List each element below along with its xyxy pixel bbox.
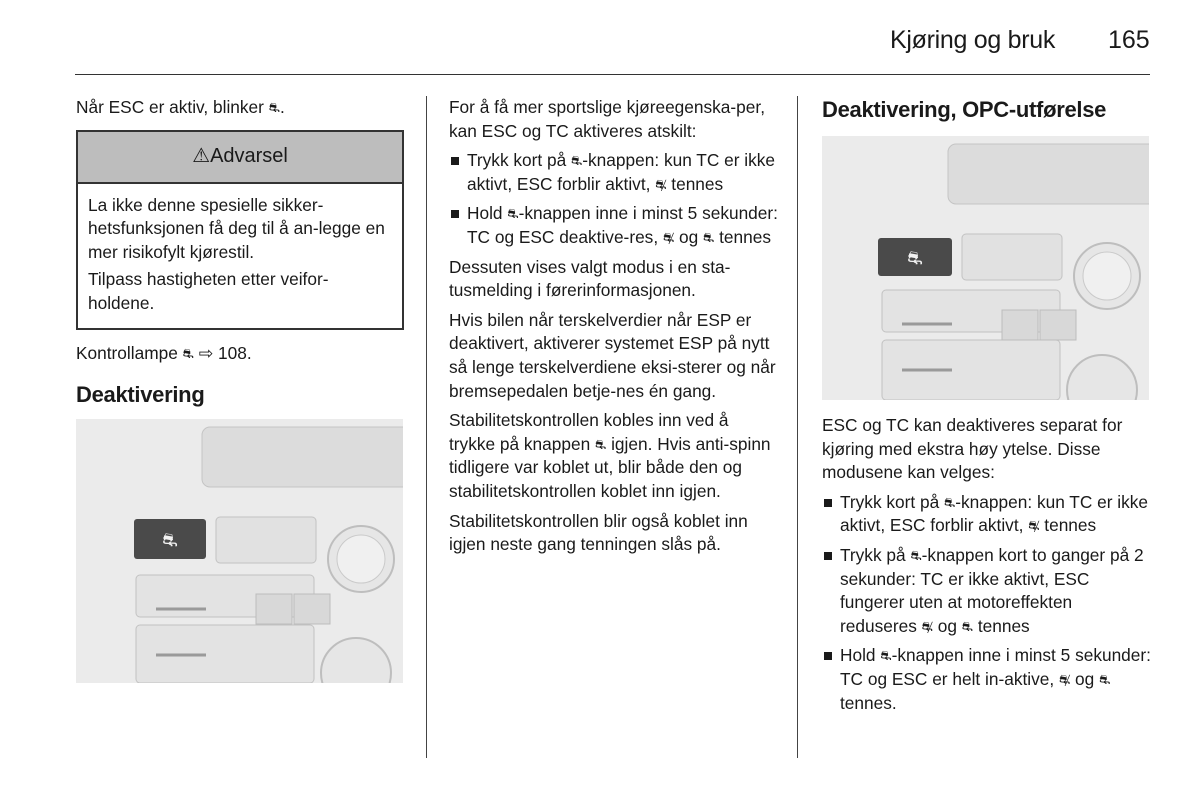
esc-car-skid-icon: ⛐ xyxy=(182,345,194,361)
esc-car-skid-icon: ⛐ xyxy=(880,648,892,664)
running-header-title: Kjøring og bruk xyxy=(890,26,1056,54)
page-number: 165 xyxy=(1108,26,1150,54)
page-reference-arrow-icon: ⇨ xyxy=(198,342,214,363)
tc-off-icon: ⛐̸ xyxy=(1059,671,1071,687)
middle-column xyxy=(449,96,779,563)
warning-text: Tilpass hastigheten etter veifor-holdene. xyxy=(88,269,329,313)
paragraph: For å få mer sportslige kjøreegenska-per, kan ESC og TC aktiveres atskilt: xyxy=(449,97,765,141)
tc-off-icon: ⛐̸ xyxy=(921,618,933,634)
column-divider xyxy=(797,96,798,758)
list-item: Trykk kort på ⛐-knappen: kun TC er ikke aktivt, ESC forblir aktivt, ⛐̸ tennes xyxy=(449,149,779,196)
esc-car-skid-icon: ⛐ xyxy=(507,206,519,222)
list-item: Hold ⛐-knappen inne i minst 5 sekunder: TC og ESC er helt in-aktive, ⛐̸ og ⛐ tennes. xyxy=(822,644,1152,715)
section-heading: Deaktivering xyxy=(76,382,205,408)
warning-triangle-icon: ⚠ xyxy=(192,144,211,167)
warning-header: ⚠ Advarsel xyxy=(78,132,402,184)
paragraph: ESC og TC kan deaktiveres separat for kjøring med ekstra høy ytelse. Disse modusene kan velges: xyxy=(822,415,1123,483)
svg-text:⛐: ⛐ xyxy=(162,530,178,552)
paragraph: Hvis bilen når terskelverdier når ESP er deaktivert, aktiverer systemet ESP på nytt så lenge terskelverdiene eksi-sterer og når bremsepedalen betje-nes én gang. xyxy=(449,309,776,401)
list-item: Hold ⛐-knappen inne i minst 5 sekunder: TC og ESC deaktive-res, ⛐̸ og ⛐ tennes xyxy=(449,202,779,249)
tc-off-icon: ⛐̸ xyxy=(662,229,675,245)
left-column xyxy=(76,96,404,683)
esc-car-skid-icon: ⛐ xyxy=(910,547,922,563)
header-divider xyxy=(75,74,1150,75)
esc-car-skid-icon: ⛐ xyxy=(571,153,583,169)
tc-off-icon: ⛐̸ xyxy=(1028,518,1040,534)
column-divider xyxy=(426,96,427,758)
dashboard-illustration xyxy=(76,419,403,683)
esc-car-skid-icon: ⛐ xyxy=(595,436,607,452)
paragraph: Stabilitetskontrollen kobles inn ved å trykke på knappen ⛐ igjen. Hvis anti-spinn tidligere var koblet ut, blir både den og stabilitetskontrollen koblet inn igjen. xyxy=(449,410,771,501)
esc-off-icon: ⛐ xyxy=(1099,671,1111,687)
control-lamp-reference: Kontrollampe ⛐ ⇨ 108. xyxy=(76,342,404,366)
esc-off-icon: ⛐ xyxy=(961,618,973,634)
section-heading: Deaktivering, OPC-utførelse xyxy=(822,97,1107,122)
esc-off-icon: ⛐ xyxy=(703,229,715,245)
esc-car-skid-icon: ⛐ xyxy=(944,494,956,510)
list-item: Trykk på ⛐-knappen kort to ganger på 2 sekunder: TC er ikke aktivt, ESC fungerer uten at motoreffekten reduseres ⛐̸ og ⛐ tennes xyxy=(822,544,1152,638)
paragraph: Dessuten vises valgt modus i en sta-tusmelding i førerinformasjonen. xyxy=(449,256,731,301)
paragraph: Stabilitetskontrollen blir også koblet inn igjen neste gang tenningen slås på. xyxy=(449,510,748,555)
warning-box xyxy=(76,130,404,330)
warning-text: La ikke denne spesielle sikker-hetsfunksjonen få deg til å an-legge en mer risikofylt kjørestil. xyxy=(88,194,385,262)
right-column xyxy=(822,96,1152,721)
intro-text: Når ESC er aktiv, blinker ⛐. xyxy=(76,96,404,120)
esc-car-skid-icon: ⛐ xyxy=(268,100,280,115)
tc-off-icon: ⛐̸ xyxy=(655,176,667,192)
dashboard-illustration xyxy=(822,136,1149,400)
list-item: Trykk kort på ⛐-knappen: kun TC er ikke aktivt, ESC forblir aktivt, ⛐̸ tennes xyxy=(822,491,1152,538)
svg-text:⛐: ⛐ xyxy=(907,248,923,269)
